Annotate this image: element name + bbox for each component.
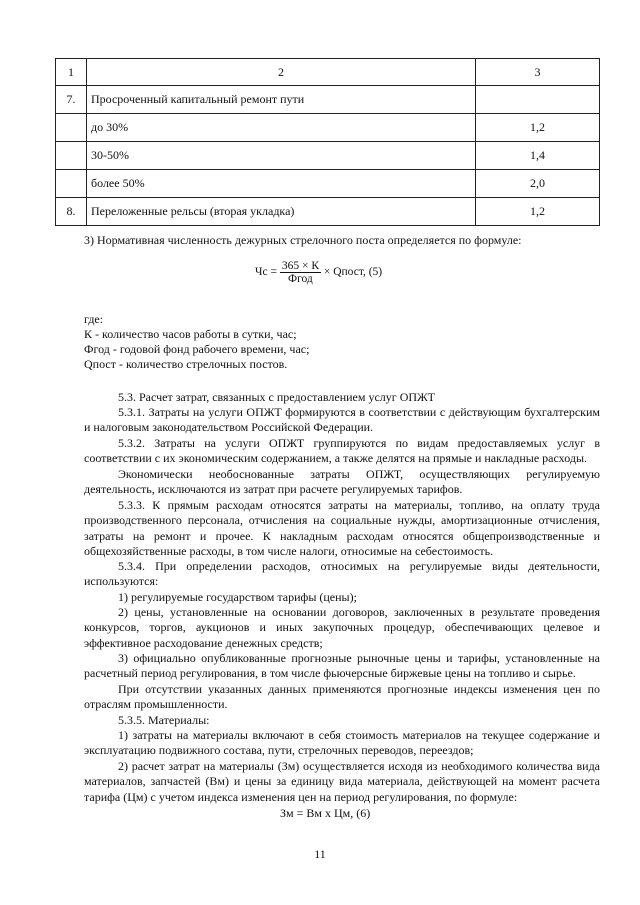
where-fgod: Фгод - годовой фонд рабочего времени, час;	[84, 342, 310, 356]
section-heading: 5.3. Расчет затрат, связанных с предоставлением услуг ОПЖТ	[118, 390, 435, 404]
table-row	[56, 170, 600, 198]
paragraph-5-3-3	[84, 498, 600, 559]
paragraph-5-3-5	[84, 713, 600, 728]
row-label: Переложенные рельсы (вторая укладка)	[87, 198, 476, 226]
table-row	[56, 198, 600, 226]
row-number: 8.	[56, 198, 87, 226]
header-cell: 1	[56, 59, 87, 86]
formula-6: Зм = Вм х Цм, (6)	[280, 806, 371, 820]
paragraph-text: 5.3.3. К прямым расходам относятся затраты на материалы, топливо, на оплату труда производственного персонала, отчисления на социальные нужды, амортизационные отчисления, затраты на ремонт и прочее. К накладным расходам относятся общепроизводственные и общехозяйственные расходы, в том числе налоги, относимые на себестоимость.	[84, 498, 600, 558]
row-value	[476, 86, 600, 114]
where-qpost: Qпост - количество стрелочных постов.	[84, 357, 288, 371]
row-value: 1,2	[476, 198, 600, 226]
paragraph-5-3-4-2	[84, 605, 600, 651]
paragraph-text: 3) официально опубликованные прогнозные рыночные цены и тарифы, установленные на расчетный период регулирования, в том числе фьючерсные биржевые цены на топливо и сырье.	[84, 651, 600, 681]
paragraph-5-3-4-4	[84, 682, 600, 713]
paragraph-5-3-5-2	[84, 759, 600, 805]
row-number	[56, 114, 87, 142]
formula-rhs: × Qпост, (5)	[323, 266, 383, 279]
formula-numerator: 365 × К	[281, 260, 319, 272]
where-k: К - количество часов работы в сутки, час;	[84, 327, 297, 341]
paragraph-text: Экономически необоснованные затраты ОПЖТ, осуществляющих регулируемую деятельность, исключаются из затрат при расчете регулируемых тарифов.	[84, 467, 600, 497]
formula-denominator: Фгод	[288, 273, 313, 285]
paragraph-5-3-4	[84, 559, 600, 590]
row-number	[56, 142, 87, 170]
row-value: 2,0	[476, 170, 600, 198]
table-row	[56, 142, 600, 170]
paragraph-text: 2) цены, установленные на основании договоров, заключенных в результате проведения конкурсов, торгов, аукционов и иных закупочных процедур, обеспечивающих целевое и эффективное расходование денежных средств;	[84, 605, 600, 650]
header-cell: 3	[476, 59, 600, 86]
paragraph-text: 2) расчет затрат на материалы (Зм) осуществляется исходя из необходимого количества вида материалов, запчастей (Вм) и цены за единицу вида материала, действующей на момент расчета тарифа (Цм) с учетом индекса изменения цен на период регулирования, по формуле:	[84, 759, 600, 804]
table-row	[56, 86, 600, 114]
table-header-row	[56, 59, 600, 86]
row-value: 1,4	[476, 142, 600, 170]
row-label: до 30%	[87, 114, 476, 142]
coefficient-table	[55, 58, 600, 226]
paragraph-5-3-5-1	[84, 728, 600, 759]
paragraph-5-3-4-3	[84, 651, 600, 682]
paragraph-text: 5.3.5. Материалы:	[118, 713, 210, 727]
row-label: более 50%	[87, 170, 476, 198]
row-number: 7.	[56, 86, 87, 114]
paragraph-5-3-2	[84, 436, 600, 467]
paragraph-5-3-2b	[84, 467, 600, 498]
paragraph-text: При отсутствии указанных данных применяются прогнозные индексы изменения цен по отраслям промышленности.	[84, 682, 600, 712]
row-value: 1,2	[476, 114, 600, 142]
paragraph-5-3-1	[84, 405, 600, 436]
row-label: 30-50%	[87, 142, 476, 170]
item-3-text: 3) Нормативная численность дежурных стрелочного поста определяется по формуле:	[84, 233, 522, 247]
paragraph-5-3-4-1	[84, 590, 600, 605]
paragraph-text: 5.3.2. Затраты на услуги ОПЖТ группируются по видам предоставляемых услуг в соответствии с их экономическим содержанием, а также делятся на прямые и накладные расходы.	[84, 436, 600, 466]
row-label: Просроченный капитальный ремонт пути	[87, 86, 476, 114]
formula-lhs: Чс =	[255, 266, 277, 279]
paragraph-text: 1) регулируемые государством тарифы (цены);	[118, 590, 357, 604]
where-label: где:	[84, 312, 104, 326]
paragraph-text: 1) затраты на материалы включают в себя стоимость материалов на текущее содержание и эксплуатацию подвижного состава, пути, стрелочных переводов, переездов;	[84, 728, 600, 758]
paragraph-text: 5.3.1. Затраты на услуги ОПЖТ формируются в соответствии с действующим бухгалтерским и налоговым законодательством Российской Федерации.	[84, 405, 600, 435]
header-cell: 2	[87, 59, 476, 86]
page-number: 11	[314, 847, 326, 861]
formula-fraction	[280, 260, 321, 285]
formula-5	[255, 260, 382, 285]
row-number	[56, 170, 87, 198]
table-row	[56, 114, 600, 142]
paragraph-text: 5.3.4. При определении расходов, относимых на регулируемые виды деятельности, используются:	[84, 559, 600, 589]
